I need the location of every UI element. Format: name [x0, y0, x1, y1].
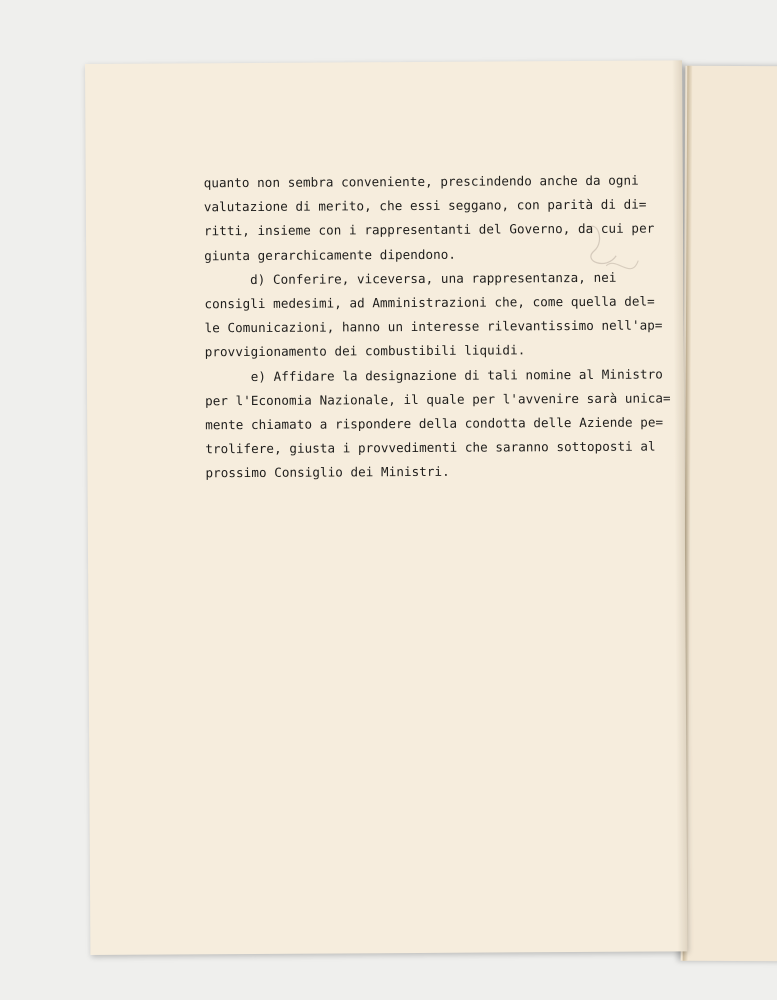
text-line: giunta gerarchicamente dipendono.: [204, 246, 457, 263]
next-page-edge: [681, 66, 777, 962]
text-line: consigli medesimi, ad Amministrazioni che, come quella del=: [204, 293, 655, 312]
text-line: mente chiamato a rispondere della condotta delle Aziende pe=: [205, 414, 664, 433]
text-line: valutazione di merito, che essi seggano, con parità di di=: [203, 196, 647, 215]
text-line: trolifere, giusta i provvedimenti che saranno sottoposti al: [205, 438, 656, 457]
text-line: prossimo Consiglio dei Ministri.: [205, 464, 450, 481]
text-line: ritti, insieme con i rappresentanti del Governo, da cui per: [203, 220, 655, 239]
text-line: le Comunicazioni, hanno un interesse rilevantissimo nell'ap=: [204, 317, 663, 336]
typed-text-block: [204, 168, 676, 485]
text-line: d) Conferire, viceversa, una rappresentanza, nei: [204, 269, 617, 288]
text-line: provvigionamento dei combustibili liquidi.: [204, 342, 526, 360]
text-line: per l'Economia Nazionale, il quale per l'avvenire sarà unica=: [205, 390, 671, 408]
text-line: e) Affidare la designazione di tali nomine al Ministro: [204, 365, 663, 384]
text-line: quanto non sembra conveniente, prescindendo anche da ogni: [203, 172, 639, 191]
typed-page: [85, 60, 687, 955]
